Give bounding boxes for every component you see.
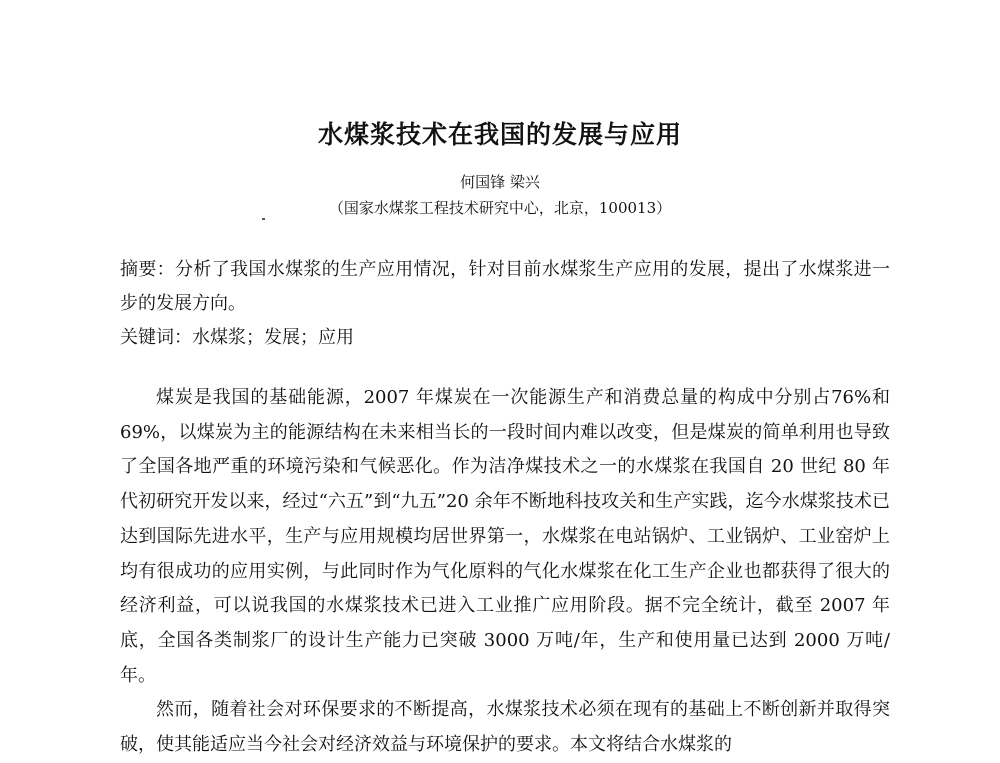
body-text (120, 381, 890, 763)
abstract-section (120, 253, 890, 321)
keywords-section (120, 321, 890, 355)
keywords-label: 关键词： (120, 327, 192, 348)
abstract-label: 摘要： (120, 259, 176, 280)
scan-speck (262, 218, 265, 220)
body-paragraph-1: 煤炭是我国的基础能源，2007 年煤炭在一次能源生产和消费总量的构成中分别占76%和 69%，以煤炭为主的能源结构在未来相当长的一段时间内难以改变，但是煤炭的简单利用也导致了全国各地严重的环境污染和气候恶化。作为洁净煤技术之一的水煤浆在我国自 20 世纪 80 年代初研究开发以来，经过“六五”到“九五”20 余年不断地科技攻关和生产实践，迄今水煤浆技术已达到国际先进水平，生产与应用规模均居世界第一，水煤浆在电站锅炉、工业锅炉、工业窑炉上均有很成功的应用实例，与此同时作为气化原料的气化水煤浆在化工生产企业也都获得了很大的经济利益，可以说我国的水煤浆技术已进入工业推广应用阶段。据不完全统计，截至 2007 年底，全国各类制浆厂的设计生产能力已突破 3000 万吨/年，生产和使用量已达到 2000 万吨/年。 (120, 387, 890, 686)
body-paragraph-2: 然而，随着社会对环保要求的不断提高，水煤浆技术必须在现有的基础上不断创新并取得突破，使其能适应当今社会对经济效益与环境保护的要求。本文将结合水煤浆的 (120, 699, 890, 756)
abstract-text: 分析了我国水煤浆的生产应用情况，针对目前水煤浆生产应用的发展，提出了水煤浆进一步的发展方向。 (120, 259, 891, 314)
author-list: 何国锋 梁兴 (460, 173, 540, 191)
paper-title: 水煤浆技术在我国的发展与应用 (317, 120, 682, 149)
author-affiliation: （国家水煤浆工程技术研究中心，北京，100013） (328, 199, 672, 217)
keywords-text: 水煤浆；发展；应用 (192, 327, 354, 348)
